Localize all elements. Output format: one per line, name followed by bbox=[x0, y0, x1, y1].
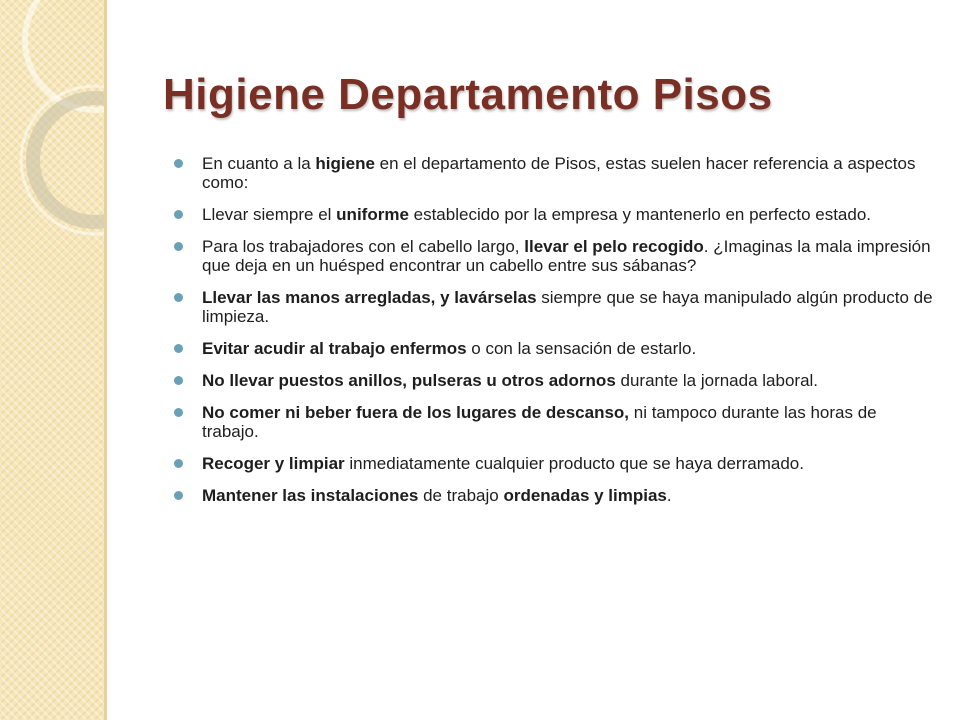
bullet-dot-icon bbox=[174, 459, 183, 468]
bullet-text-bold: uniforme bbox=[336, 205, 409, 224]
bullet-text: durante la jornada laboral. bbox=[615, 371, 819, 390]
decorative-side-panel bbox=[0, 0, 107, 720]
bullet-text: inmediatamente cualquier producto que se haya derramado. bbox=[344, 454, 804, 473]
bullet-text-bold: higiene bbox=[315, 154, 375, 173]
bullet-text: Para los trabajadores con el cabello largo, bbox=[202, 237, 525, 256]
bullet-dot-icon bbox=[174, 491, 183, 500]
bullet-text: . bbox=[666, 486, 672, 505]
bullet-text-bold: llevar el pelo recogido bbox=[524, 237, 704, 256]
slide-title: Higiene Departamento Pisos bbox=[163, 70, 773, 119]
bullet-item bbox=[174, 288, 934, 326]
bullet-dot-icon bbox=[174, 376, 183, 385]
bullet-dot-icon bbox=[174, 159, 183, 168]
bullet-dot-icon bbox=[174, 210, 183, 219]
bullet-item bbox=[174, 403, 934, 441]
bullet-text: de trabajo bbox=[418, 486, 504, 505]
bullet-list bbox=[174, 154, 934, 518]
bullet-text: En cuanto a la bbox=[202, 154, 316, 173]
bullet-text: establecido por la empresa y mantenerlo en perfecto estado. bbox=[408, 205, 872, 224]
bullet-item bbox=[174, 237, 934, 275]
decorative-circles-icon bbox=[0, 0, 107, 720]
bullet-item bbox=[174, 454, 934, 473]
bullet-text-bold: Mantener las instalaciones bbox=[202, 486, 419, 505]
bullet-text: Llevar siempre el bbox=[202, 205, 337, 224]
bullet-dot-icon bbox=[174, 408, 183, 417]
bullet-text-bold: ordenadas y limpias bbox=[503, 486, 667, 505]
bullet-text-bold: Evitar acudir al trabajo enfermos bbox=[202, 339, 467, 358]
bullet-dot-icon bbox=[174, 242, 183, 251]
bullet-text: ni tampoco durante las horas de trabajo. bbox=[202, 403, 877, 441]
bullet-text-bold: Recoger y limpiar bbox=[202, 454, 345, 473]
bullet-dot-icon bbox=[174, 344, 183, 353]
bullet-text-bold: No llevar puestos anillos, pulseras u otros adornos bbox=[202, 371, 616, 390]
bullet-text-bold: Llevar las manos arregladas, y lavárselas bbox=[202, 288, 537, 307]
bullet-item bbox=[174, 339, 934, 358]
bullet-item bbox=[174, 486, 934, 505]
bullet-text: siempre que se haya manipulado algún producto de limpieza. bbox=[202, 288, 933, 326]
bullet-item bbox=[174, 205, 934, 224]
bullet-item bbox=[174, 154, 934, 192]
bullet-text: en el departamento de Pisos, estas suelen hacer referencia a aspectos como: bbox=[202, 154, 916, 192]
bullet-text-bold: No comer ni beber fuera de los lugares de descanso, bbox=[202, 403, 630, 422]
bullet-text: o con la sensación de estarlo. bbox=[466, 339, 697, 358]
bullet-item bbox=[174, 371, 934, 390]
bullet-dot-icon bbox=[174, 293, 183, 302]
bullet-text: . ¿Imaginas la mala impresión que deja en un huésped encontrar un cabello entre sus sábanas? bbox=[202, 237, 931, 275]
